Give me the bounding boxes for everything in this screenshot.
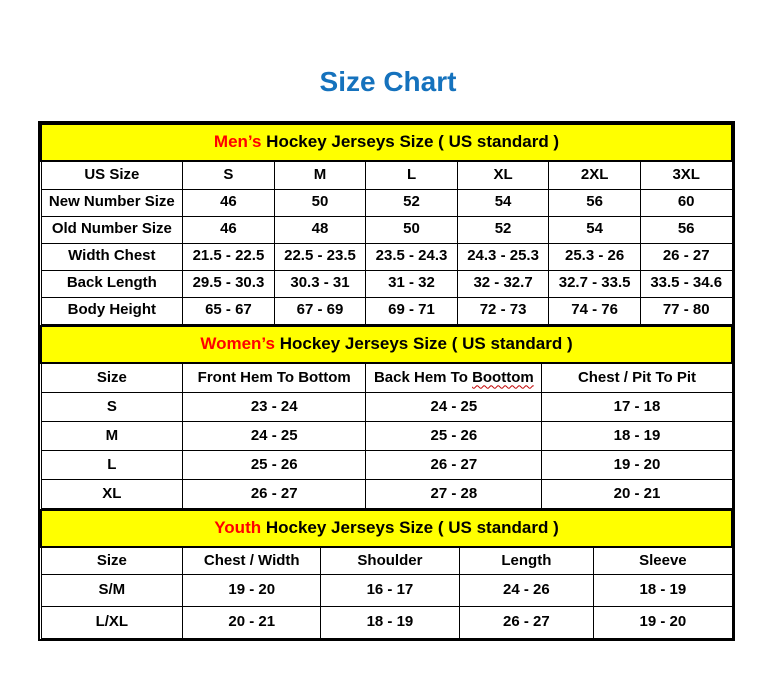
size-value-cell: 74 - 76 (549, 297, 641, 324)
size-value-cell: 19 - 20 (183, 574, 321, 606)
size-value-cell: 26 - 27 (366, 451, 542, 480)
size-value-cell: 19 - 20 (594, 606, 732, 638)
table-row (41, 270, 732, 297)
size-value-cell: 52 (366, 189, 458, 216)
row-label: Back Length (41, 270, 183, 297)
size-value-cell: 67 - 69 (274, 297, 366, 324)
size-value-cell: 29.5 - 30.3 (183, 270, 275, 297)
size-value-cell: 52 (457, 216, 549, 243)
column-header: M (274, 161, 366, 189)
size-value-cell: 48 (274, 216, 366, 243)
section-band (41, 124, 732, 161)
column-header: Back Hem To Boottom (366, 363, 542, 393)
size-value-cell: 23.5 - 24.3 (366, 243, 458, 270)
size-value-cell: 25 - 26 (366, 422, 542, 451)
size-value-cell: 32.7 - 33.5 (549, 270, 641, 297)
table-row (41, 393, 732, 422)
page-title: Size Chart (319, 66, 457, 97)
column-header: Chest / Width (183, 547, 321, 574)
column-header: 2XL (549, 161, 641, 189)
size-value-cell: 24 - 25 (183, 422, 366, 451)
size-value-cell: 56 (640, 216, 732, 243)
column-header: Shoulder (321, 547, 459, 574)
section-title-highlight: Men’s (213, 132, 262, 152)
size-value-cell: 24.3 - 25.3 (457, 243, 549, 270)
table-row (41, 451, 732, 480)
womens-size-table (40, 325, 733, 510)
column-header: US Size (41, 161, 183, 189)
table-row (41, 422, 732, 451)
row-label: S/M (41, 574, 183, 606)
section-title-text: Hockey Jerseys Size ( US standard ) (274, 333, 573, 353)
size-value-cell: 77 - 80 (640, 297, 732, 324)
size-value-cell: 24 - 25 (366, 393, 542, 422)
column-header: Size (41, 363, 183, 393)
size-value-cell: 20 - 21 (542, 480, 732, 509)
size-value-cell: 24 - 26 (459, 574, 594, 606)
size-value-cell: 69 - 71 (366, 297, 458, 324)
column-header: Sleeve (594, 547, 732, 574)
row-label: Old Number Size (41, 216, 183, 243)
size-value-cell: 33.5 - 34.6 (640, 270, 732, 297)
table-row (41, 243, 732, 270)
column-header: 3XL (640, 161, 732, 189)
size-value-cell: 25 - 26 (183, 451, 366, 480)
row-label: L/XL (41, 606, 183, 638)
column-header-row (41, 547, 732, 574)
youth-size-table (40, 509, 733, 639)
table-row (41, 606, 732, 638)
row-label: New Number Size (41, 189, 183, 216)
row-label: M (41, 422, 183, 451)
size-value-cell: 60 (640, 189, 732, 216)
size-value-cell: 23 - 24 (183, 393, 366, 422)
size-value-cell: 19 - 20 (542, 451, 732, 480)
size-value-cell: 54 (457, 189, 549, 216)
section-title (41, 510, 732, 547)
column-header: Chest / Pit To Pit (542, 363, 732, 393)
section-title-highlight: Youth (214, 518, 262, 538)
row-label: XL (41, 480, 183, 509)
row-label: L (41, 451, 183, 480)
section-band (41, 510, 732, 547)
row-label: S (41, 393, 183, 422)
size-value-cell: 54 (549, 216, 641, 243)
size-value-cell: 50 (274, 189, 366, 216)
size-value-cell: 72 - 73 (457, 297, 549, 324)
column-header: XL (457, 161, 549, 189)
size-value-cell: 26 - 27 (640, 243, 732, 270)
size-value-cell: 22.5 - 23.5 (274, 243, 366, 270)
section-title (41, 124, 732, 161)
table-row (41, 189, 732, 216)
size-value-cell: 32 - 32.7 (457, 270, 549, 297)
column-header: Size (41, 547, 183, 574)
section-band (41, 326, 732, 363)
size-value-cell: 18 - 19 (594, 574, 732, 606)
table-row (41, 216, 732, 243)
size-value-cell: 50 (366, 216, 458, 243)
size-value-cell: 20 - 21 (183, 606, 321, 638)
column-header: Front Hem To Bottom (183, 363, 366, 393)
column-header: L (366, 161, 458, 189)
size-value-cell: 18 - 19 (542, 422, 732, 451)
size-value-cell: 31 - 32 (366, 270, 458, 297)
row-label: Body Height (41, 297, 183, 324)
size-value-cell: 65 - 67 (183, 297, 275, 324)
size-value-cell: 18 - 19 (321, 606, 459, 638)
column-header-row (41, 161, 732, 189)
table-row (41, 574, 732, 606)
column-header: Length (459, 547, 594, 574)
size-value-cell: 46 (183, 216, 275, 243)
size-value-cell: 26 - 27 (459, 606, 594, 638)
size-value-cell: 27 - 28 (366, 480, 542, 509)
misspelled-word: Boottom (472, 368, 534, 386)
size-value-cell: 56 (549, 189, 641, 216)
mens-size-table (40, 123, 733, 325)
row-label: Width Chest (41, 243, 183, 270)
section-title (41, 326, 732, 363)
size-value-cell: 30.3 - 31 (274, 270, 366, 297)
section-title-highlight: Women’s (200, 333, 275, 353)
size-value-cell: 16 - 17 (321, 574, 459, 606)
size-chart-tables (38, 121, 735, 641)
column-header: S (183, 161, 275, 189)
size-value-cell: 21.5 - 22.5 (183, 243, 275, 270)
size-value-cell: 17 - 18 (542, 393, 732, 422)
section-title-text: Hockey Jerseys Size ( US standard ) (261, 132, 560, 152)
size-value-cell: 46 (183, 189, 275, 216)
size-value-cell: 25.3 - 26 (549, 243, 641, 270)
table-row (41, 480, 732, 509)
table-row (41, 297, 732, 324)
column-header-row (41, 363, 732, 393)
section-title-text: Hockey Jerseys Size ( US standard ) (261, 518, 559, 538)
size-value-cell: 26 - 27 (183, 480, 366, 509)
